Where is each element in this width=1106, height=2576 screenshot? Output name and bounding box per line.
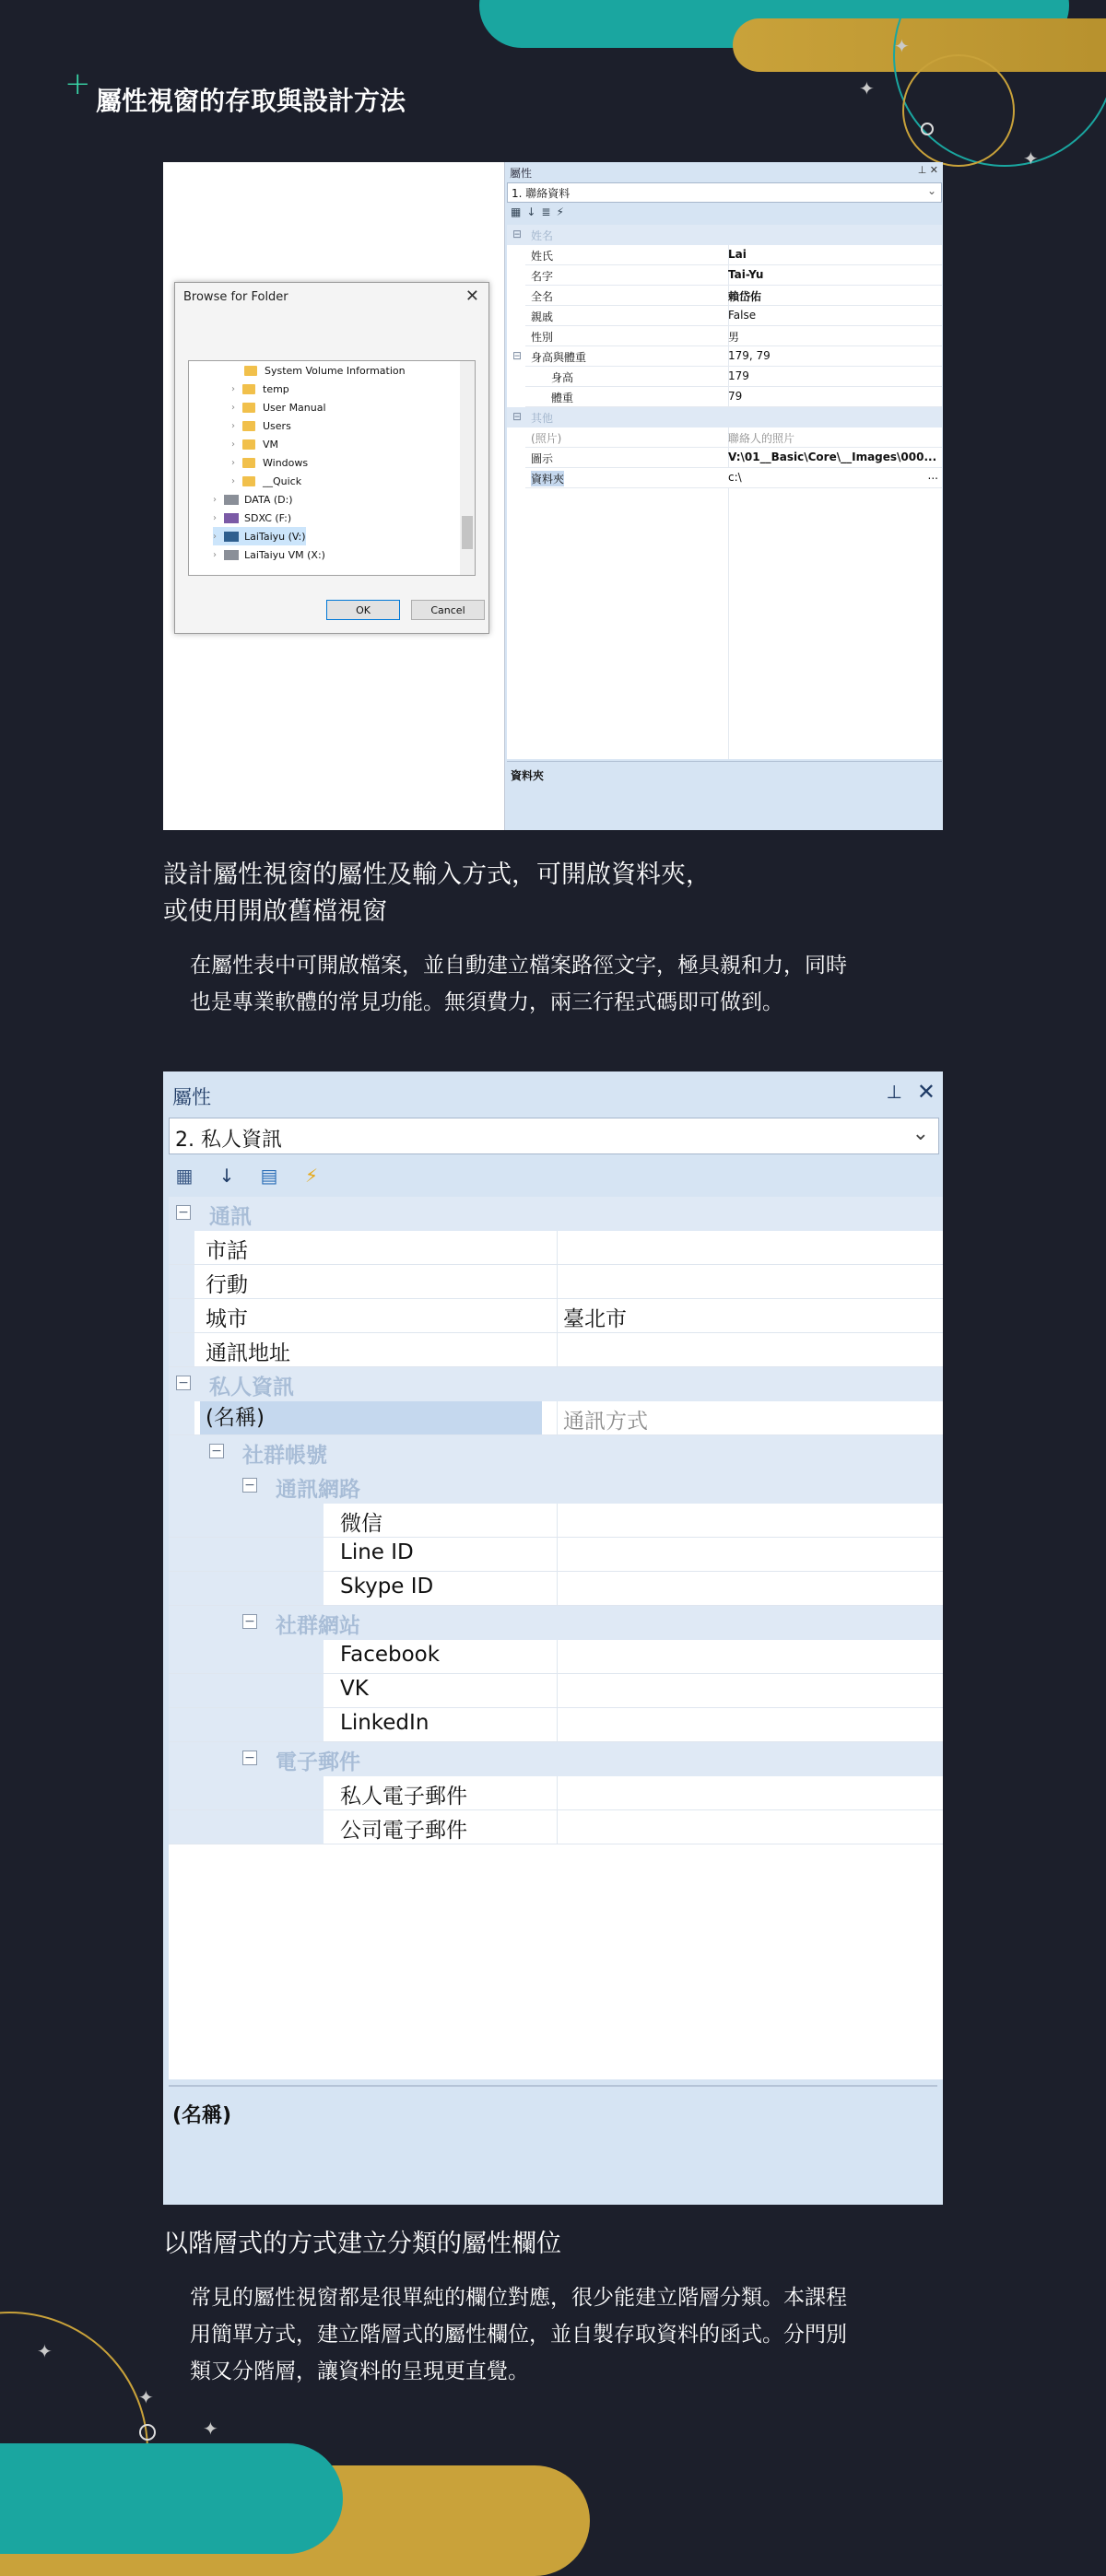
chevron-right-icon: › — [213, 531, 217, 542]
chevron-down-icon: ⌄ — [912, 1122, 929, 1145]
property-value[interactable]: c:\ — [728, 471, 742, 484]
tree-item[interactable]: › DATA (D:) — [213, 493, 293, 506]
property-name: 私人資訊 — [209, 1376, 294, 1399]
property-name: 行動 — [206, 1273, 248, 1297]
grid-toolbar[interactable]: ▦↓≣⚡ — [511, 205, 570, 218]
property-row[interactable] — [169, 1231, 943, 1265]
decor-star: ✦ — [894, 35, 910, 57]
property-rows — [169, 1197, 943, 2079]
browse-button[interactable]: ... — [927, 469, 938, 482]
collapse-icon[interactable]: − — [242, 1478, 257, 1493]
tree-item[interactable]: › SDXC (F:) — [213, 511, 292, 524]
property-name: LinkedIn — [340, 1711, 429, 1735]
property-row[interactable] — [507, 245, 942, 265]
collapse-icon[interactable]: ⊟ — [512, 410, 523, 423]
property-name: 親戚 — [531, 310, 554, 323]
decor-star: ✦ — [859, 77, 875, 100]
property-name: 姓氏 — [531, 250, 554, 263]
folder-icon — [242, 384, 255, 394]
decor-teal-bottom — [0, 2443, 343, 2554]
chevron-right-icon: › — [213, 549, 217, 560]
property-name: 姓名 — [531, 229, 554, 242]
property-row[interactable] — [169, 1504, 943, 1538]
property-row[interactable] — [169, 1708, 943, 1742]
browse-folder-dialog — [174, 282, 489, 634]
property-row[interactable] — [507, 427, 942, 448]
property-name: 微信 — [340, 1512, 382, 1536]
property-name: 社群網站 — [276, 1614, 360, 1638]
property-pages-icon[interactable]: ▤ — [260, 1165, 278, 1187]
property-name: 公司電子郵件 — [340, 1819, 467, 1843]
pin-close-icons[interactable]: ⊥ ✕ — [917, 164, 938, 176]
decor-star: ✦ — [1023, 147, 1039, 170]
property-name: (名稱) — [200, 1401, 542, 1434]
close-icon[interactable]: ✕ — [916, 1079, 935, 1105]
collapse-icon[interactable]: − — [209, 1444, 224, 1458]
property-name: 性別 — [531, 331, 554, 344]
property-row[interactable] — [169, 1265, 943, 1299]
tree-item[interactable]: System Volume Information — [244, 361, 406, 380]
tree-item[interactable]: › temp — [231, 382, 289, 395]
property-row[interactable] — [507, 387, 942, 407]
category-row[interactable] — [169, 1469, 943, 1504]
page-title: 屬性視窗的存取與設計方法 — [96, 86, 406, 116]
property-value[interactable]: 79 — [728, 390, 743, 403]
property-name: 資料夾 — [531, 473, 565, 486]
folder-icon — [242, 458, 255, 468]
property-name: 市話 — [206, 1239, 248, 1263]
tree-item[interactable]: › User Manual — [231, 401, 326, 414]
tree-item-selected[interactable]: › LaiTaiyu (V:) — [213, 527, 306, 545]
section2-text: 常見的屬性視窗都是很單純的欄位對應，很少能建立階層分類。本課程 用簡單方式，建立階層式的屬性欄位，並自製存取資料的函式。分門別 類又分階層，讓資料的呈現更直覺。 — [190, 2286, 847, 2383]
property-name: 社群帳號 — [242, 1444, 327, 1468]
screenshot-folder-browser — [163, 162, 943, 830]
property-value[interactable]: 179 — [728, 369, 749, 382]
property-value[interactable]: 臺北市 — [563, 1307, 627, 1331]
plus-icon: + — [65, 65, 91, 102]
network-drive-icon — [224, 550, 239, 560]
category-row[interactable] — [169, 1367, 943, 1401]
category-row[interactable] — [169, 1742, 943, 1776]
section1-heading: 設計屬性視窗的屬性及輸入方式，可開啟資料夾， 或使用開啟舊檔視窗 — [163, 861, 711, 926]
property-row[interactable] — [169, 1810, 943, 1844]
scrollbar[interactable] — [460, 361, 475, 575]
property-row[interactable] — [169, 1640, 943, 1674]
property-row[interactable] — [507, 468, 942, 488]
folder-icon — [242, 476, 255, 486]
chevron-down-icon: ⌄ — [926, 184, 936, 197]
events-lightning-icon[interactable]: ⚡ — [304, 1165, 319, 1187]
dialog-title: Browse for Folder — [183, 290, 288, 304]
property-name: 體重 — [551, 392, 574, 404]
property-row[interactable] — [169, 1776, 943, 1810]
folder-icon — [242, 403, 255, 413]
property-name: Line ID — [340, 1540, 414, 1564]
tree-item[interactable]: › __Quick — [231, 474, 302, 487]
collapse-icon[interactable]: − — [242, 1614, 257, 1629]
property-name: 圖示 — [531, 452, 554, 465]
object-selector[interactable]: 2. 私人資訊 ⌄ — [169, 1118, 939, 1154]
collapse-icon[interactable]: ⊟ — [512, 228, 523, 240]
property-name: (照片) — [531, 432, 562, 445]
folder-icon — [242, 421, 255, 431]
category-row[interactable] — [507, 407, 942, 427]
property-row[interactable] — [169, 1572, 943, 1606]
collapse-icon[interactable]: − — [176, 1205, 191, 1220]
folder-tree[interactable] — [188, 360, 476, 576]
property-value[interactable]: Lai — [728, 248, 747, 261]
property-name: 身高 — [551, 371, 574, 384]
property-name: 通訊網路 — [276, 1478, 360, 1502]
property-row[interactable] — [507, 306, 942, 326]
property-row[interactable] — [507, 346, 942, 367]
categorized-icon[interactable]: ▦ — [175, 1165, 194, 1187]
description-panel: 資料夾 — [507, 761, 942, 829]
chevron-right-icon: › — [231, 402, 235, 413]
chevron-right-icon: › — [213, 494, 217, 505]
collapse-icon[interactable]: − — [242, 1751, 257, 1765]
folder-icon — [244, 366, 257, 376]
grid-toolbar — [171, 1159, 325, 1192]
property-name: 通訊 — [209, 1205, 252, 1229]
decor-star: ✦ — [203, 2418, 218, 2440]
chevron-right-icon: › — [231, 420, 235, 431]
object-selector[interactable]: 1. 聯絡資料 ⌄ — [507, 182, 942, 203]
collapse-icon[interactable]: ⊟ — [512, 349, 523, 362]
property-name: 其他 — [531, 412, 554, 425]
sd-card-icon — [224, 513, 239, 523]
category-row[interactable] — [507, 225, 942, 245]
property-row[interactable] — [507, 367, 942, 387]
property-grid-1 — [504, 162, 943, 830]
screenshot-property-grid — [163, 1071, 943, 2205]
property-value[interactable]: 男 — [728, 331, 740, 344]
property-name: 通訊地址 — [206, 1341, 290, 1365]
ok-button[interactable]: OK — [326, 600, 400, 620]
pin-icon[interactable]: ⊥ — [886, 1081, 902, 1103]
decor-star: ✦ — [138, 2386, 154, 2408]
drive-icon — [224, 495, 239, 505]
section2-heading: 以階層式的方式建立分類的屬性欄位 — [163, 2230, 561, 2258]
folder-icon — [242, 439, 255, 450]
property-name: 名字 — [531, 270, 554, 283]
property-value[interactable]: 聯絡人的照片 — [728, 432, 795, 445]
chevron-right-icon: › — [231, 457, 235, 468]
property-name: VK — [340, 1677, 369, 1701]
tree-item[interactable]: › VM — [231, 438, 279, 451]
category-row[interactable] — [169, 1435, 943, 1469]
property-row[interactable] — [507, 286, 942, 306]
chevron-right-icon: › — [213, 512, 217, 523]
property-name: Skype ID — [340, 1575, 434, 1598]
close-icon[interactable]: ✕ — [465, 287, 479, 306]
property-row[interactable] — [507, 448, 942, 468]
chevron-right-icon: › — [231, 383, 235, 394]
property-row[interactable] — [169, 1401, 943, 1435]
property-value[interactable]: Tai-Yu — [728, 268, 764, 281]
property-row[interactable] — [169, 1299, 943, 1333]
panel-title: 屬性 — [510, 167, 533, 180]
property-value[interactable]: 賴岱佑 — [728, 290, 762, 303]
cancel-button[interactable]: Cancel — [411, 600, 485, 620]
property-row[interactable] — [507, 265, 942, 286]
property-name: 全名 — [531, 290, 554, 303]
chevron-right-icon: › — [231, 475, 235, 486]
property-name: 私人電子郵件 — [340, 1785, 467, 1809]
property-value[interactable]: 179, 79 — [728, 349, 771, 362]
property-rows — [507, 225, 942, 759]
property-row[interactable] — [169, 1674, 943, 1708]
section1-text: 在屬性表中可開啟檔案，並自動建立檔案路徑文字，極具親和力，同時 也是專業軟體的常見功能。無須費力，兩三行程式碼即可做到。 — [190, 954, 847, 1014]
property-name: 身高與體重 — [531, 351, 587, 364]
collapse-icon[interactable]: − — [176, 1376, 191, 1390]
property-name: 城市 — [206, 1307, 248, 1331]
category-row[interactable] — [169, 1606, 943, 1640]
property-value[interactable]: V:\01__Basic\Core\__Images\000... — [728, 451, 937, 463]
property-name: Facebook — [340, 1643, 441, 1667]
panel-title: 屬性 — [172, 1086, 211, 1108]
property-row[interactable] — [507, 326, 942, 346]
property-value[interactable]: 通訊方式 — [563, 1410, 648, 1434]
user-drive-icon — [224, 532, 239, 542]
property-row[interactable] — [169, 1333, 943, 1367]
category-row[interactable] — [169, 1197, 943, 1231]
tree-item[interactable]: › Windows — [231, 456, 309, 469]
description-panel: (名稱) — [169, 2085, 937, 2201]
tree-item[interactable]: › Users — [231, 419, 291, 432]
property-row[interactable] — [169, 1538, 943, 1572]
sort-alpha-icon[interactable]: ↓ — [218, 1165, 235, 1187]
property-value[interactable]: False — [728, 309, 757, 322]
decor-star: ✦ — [37, 2340, 53, 2362]
chevron-right-icon: › — [231, 439, 235, 450]
tree-item[interactable]: › LaiTaiyu VM (X:) — [213, 548, 325, 561]
scrollbar-thumb[interactable] — [462, 516, 473, 549]
property-name: 電子郵件 — [276, 1751, 360, 1774]
